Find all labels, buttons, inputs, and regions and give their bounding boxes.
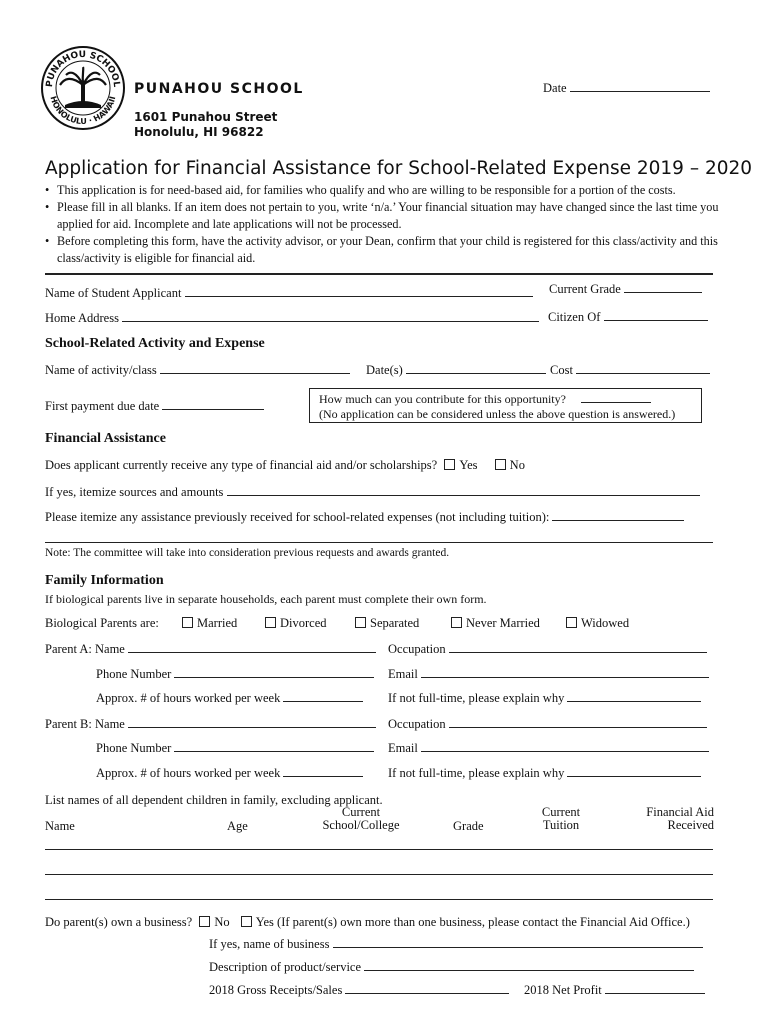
seal-text-bottom: HONOLULU · HAWAII (48, 95, 118, 127)
col-header-age: Age (227, 819, 248, 833)
activity-dates-field[interactable] (366, 362, 546, 378)
home-address-label: Home Address (45, 311, 119, 325)
parent-a-name-label: Parent A: Name (45, 642, 125, 656)
business-no-label: No (214, 915, 230, 929)
contribution-question: How much can you contribute for this opportunity? (319, 392, 566, 406)
hours-label: Approx. # of hours worked per week (96, 766, 281, 780)
activity-cost-label: Cost (550, 363, 573, 377)
activity-name-field[interactable] (45, 362, 350, 378)
business-description-field[interactable] (209, 959, 694, 975)
page-title: Application for Financial Assistance for School-Related Expense 2019 – 2020 (45, 158, 753, 179)
net-profit-field[interactable] (524, 982, 705, 998)
col-header-grade: Grade (453, 819, 484, 833)
email-label: Email (388, 667, 418, 681)
net-profit-label: 2018 Net Profit (524, 983, 602, 997)
married-checkbox[interactable] (182, 617, 193, 628)
child-row-line[interactable] (45, 899, 713, 900)
not-full-time-label: If not full-time, please explain why (388, 691, 565, 705)
parent-b-email-field[interactable] (388, 740, 709, 756)
col-header-tuition (530, 806, 592, 832)
status-separated[interactable] (355, 616, 419, 631)
itemize-sources-label: If yes, itemize sources and amounts (45, 485, 224, 499)
parent-b-name-label: Parent B: Name (45, 717, 125, 731)
email-label: Email (388, 741, 418, 755)
parent-a-not-full-time-field[interactable] (388, 690, 701, 706)
business-question: Do parent(s) own a business? (45, 915, 193, 929)
receive-aid-row (45, 458, 525, 473)
current-grade-field[interactable] (549, 281, 702, 297)
col-header-school (318, 806, 404, 832)
col-header-aid-line1: Financial Aid (646, 805, 714, 819)
status-label: Widowed (581, 616, 630, 630)
first-payment-label: First payment due date (45, 399, 160, 413)
status-label: Divorced (280, 616, 327, 630)
date-label: Date (543, 81, 567, 95)
activity-cost-field[interactable] (550, 362, 710, 378)
no-label: No (509, 458, 525, 472)
parent-a-phone-field[interactable] (96, 666, 374, 682)
phone-label: Phone Number (96, 741, 172, 755)
contribution-note: (No application can be considered unless the above question is answered.) (319, 407, 676, 421)
bio-parents-label: Biological Parents are: (45, 616, 159, 630)
activity-name-label: Name of activity/class (45, 363, 157, 377)
instruction-item: • This application is for need-based aid, for families who qualify and who are willing to be responsible for a portion of the costs. (45, 182, 725, 199)
not-full-time-label: If not full-time, please explain why (388, 766, 565, 780)
col-header-aid (630, 806, 714, 832)
parent-a-occupation-field[interactable] (388, 641, 707, 657)
occupation-label: Occupation (388, 642, 446, 656)
children-label: List names of all dependent children in family, excluding applicant. (45, 793, 383, 807)
occupation-label: Occupation (388, 717, 446, 731)
business-description-label: Description of product/service (209, 960, 362, 974)
business-name-field[interactable] (209, 936, 703, 952)
current-grade-label: Current Grade (549, 282, 621, 296)
date-field[interactable] (543, 80, 710, 96)
col-header-name: Name (45, 819, 75, 833)
status-divorced[interactable] (265, 616, 327, 631)
school-seal (40, 45, 126, 131)
committee-note: Note: The committee will take into consideration previous requests and awards granted. (45, 547, 450, 559)
status-label: Separated (370, 616, 420, 630)
parent-a-email-field[interactable] (388, 666, 709, 682)
family-heading: Family Information (45, 573, 164, 588)
status-label: Married (197, 616, 238, 630)
col-header-aid-line2: Received (667, 818, 714, 832)
student-name-label: Name of Student Applicant (45, 286, 182, 300)
never-married-checkbox[interactable] (451, 617, 462, 628)
school-street: 1601 Punahou Street (134, 110, 278, 124)
citizen-of-label: Citizen Of (548, 310, 601, 324)
col-header-tuition-line1: Current (541, 805, 581, 819)
parent-b-occupation-field[interactable] (388, 716, 707, 732)
business-yes-label: Yes (If parent(s) own more than one business, please contact the Financial Aid Office.) (255, 915, 690, 929)
activity-dates-label: Date(s) (366, 363, 403, 377)
child-row-line[interactable] (45, 874, 713, 875)
first-payment-field[interactable] (45, 398, 264, 414)
citizen-of-field[interactable] (548, 309, 708, 325)
previous-assistance-line[interactable] (45, 542, 713, 543)
gross-receipts-field[interactable] (209, 982, 509, 998)
itemize-sources-field[interactable] (45, 484, 700, 500)
bio-parents-row (45, 616, 159, 631)
status-widowed[interactable] (566, 616, 629, 631)
activity-heading: School-Related Activity and Expense (45, 336, 265, 351)
business-no-checkbox[interactable] (199, 916, 210, 927)
divorced-checkbox[interactable] (265, 617, 276, 628)
parent-b-name-field[interactable] (45, 716, 376, 732)
previous-assistance-label: Please itemize any assistance previously received for school-related expenses (not including tuition): (45, 510, 550, 524)
no-checkbox[interactable] (495, 459, 506, 470)
child-row-line[interactable] (45, 849, 713, 850)
school-name: PUNAHOU SCHOOL (134, 81, 304, 97)
parent-a-name-field[interactable] (45, 641, 376, 657)
instruction-item: • Please fill in all blanks. If an item does not pertain to you, write ‘n/a.’ Your financial situation may have changed since the last time you applied for aid. Incomplete and late applications will not be processed. (45, 199, 725, 233)
parent-b-phone-field[interactable] (96, 740, 374, 756)
instruction-item: • Before completing this form, have the activity advisor, or your Dean, confirm that your child is registered for this class/activity and this class/activity is eligible for financial aid. (45, 233, 725, 267)
school-city: Honolulu, HI 96822 (134, 125, 264, 139)
business-yes-checkbox[interactable] (241, 916, 252, 927)
parent-b-hours-field[interactable] (96, 765, 363, 781)
contribution-box[interactable] (309, 388, 702, 423)
home-address-field[interactable] (45, 310, 539, 326)
seal-text-top: PUNAHOU SCHOOL (44, 49, 122, 88)
separated-checkbox[interactable] (355, 617, 366, 628)
parent-a-hours-field[interactable] (96, 690, 363, 706)
family-subtext: If biological parents live in separate households, each parent must complete their own form. (45, 592, 487, 606)
divider (45, 273, 713, 275)
widowed-checkbox[interactable] (566, 617, 577, 628)
status-label: Never Married (466, 616, 540, 630)
business-question-row (45, 915, 690, 930)
col-header-school-line1: Current (341, 805, 381, 819)
yes-checkbox[interactable] (444, 459, 455, 470)
financial-heading: Financial Assistance (45, 431, 166, 446)
student-name-field[interactable] (45, 285, 533, 301)
previous-assistance-field[interactable] (45, 509, 684, 525)
hours-label: Approx. # of hours worked per week (96, 691, 281, 705)
receive-aid-question: Does applicant currently receive any type of financial aid and/or scholarships? (45, 458, 438, 472)
status-married[interactable] (182, 616, 237, 631)
col-header-school-line2: School/College (322, 818, 400, 832)
col-header-tuition-line2: Tuition (542, 818, 580, 832)
status-never-married[interactable] (451, 616, 540, 631)
parent-b-not-full-time-field[interactable] (388, 765, 701, 781)
gross-receipts-label: 2018 Gross Receipts/Sales (209, 983, 343, 997)
yes-label: Yes (459, 458, 478, 472)
instructions-list (45, 182, 725, 267)
business-name-label: If yes, name of business (209, 937, 330, 951)
phone-label: Phone Number (96, 667, 172, 681)
